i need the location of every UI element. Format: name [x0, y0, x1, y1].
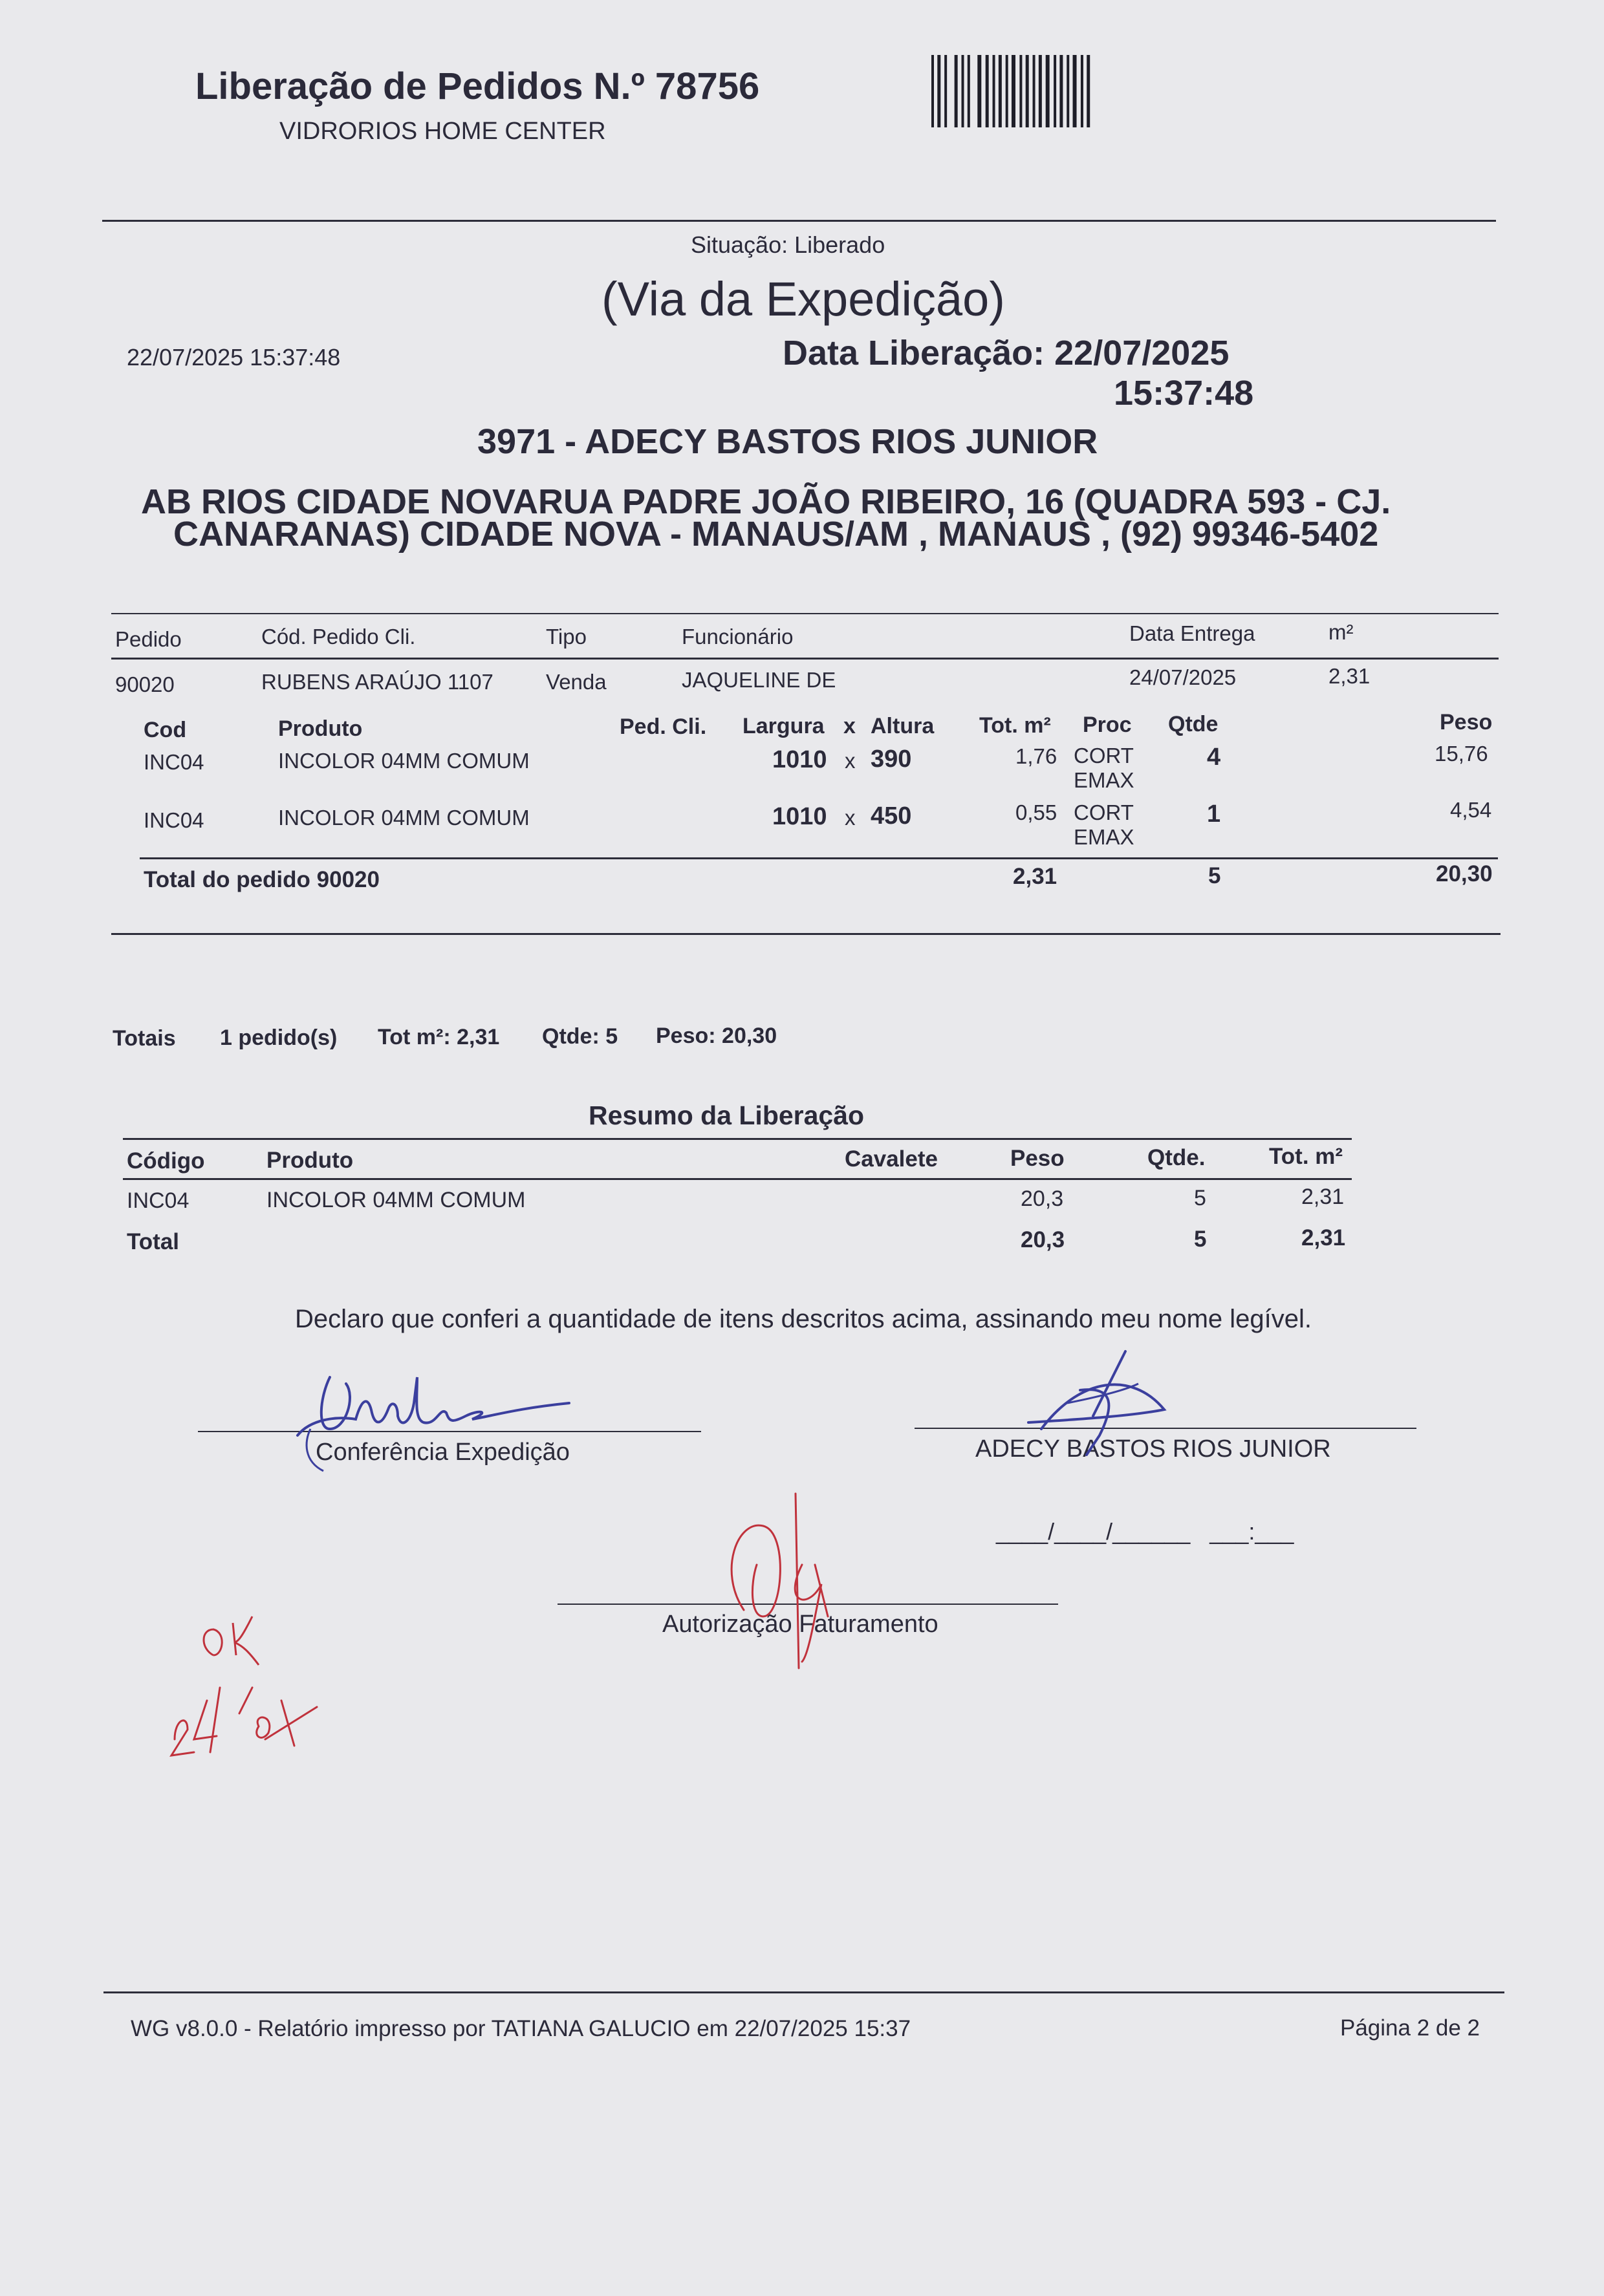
item-largura: 1010 [772, 746, 827, 773]
barcode-bar [977, 55, 981, 127]
company-name: VIDRORIOS HOME CENTER [279, 118, 606, 145]
item-tot-m2: 1,76 [1015, 744, 1057, 768]
resumo-title: Resumo da Liberação [589, 1100, 865, 1130]
page-number: Página 2 de 2 [1340, 2015, 1480, 2041]
print-datetime: 22/07/2025 15:37:48 [127, 344, 341, 370]
barcode-bar [1059, 55, 1063, 127]
barcode-bar [993, 55, 995, 127]
item-cod: INC04 [144, 808, 204, 832]
resumo-col-cavalete: Cavalete [845, 1146, 938, 1172]
item-x: x [845, 749, 856, 773]
col-proc: Proc [1083, 713, 1132, 737]
col-produto: Produto [278, 716, 363, 741]
barcode-bar [1033, 55, 1035, 127]
pedido-table-top [111, 613, 1499, 614]
col-peso: Peso [1440, 710, 1493, 735]
pedido-header-divider [111, 658, 1499, 660]
cliente-signature-label: ADECY BASTOS RIOS JUNIOR [975, 1435, 1331, 1463]
item-cod: INC04 [144, 750, 204, 774]
resumo-produto: INCOLOR 04MM COMUM [266, 1188, 526, 1212]
cliente-signature [1002, 1338, 1197, 1468]
autorizacao-signature [718, 1487, 847, 1675]
resumo-total-label: Total [127, 1229, 180, 1254]
item-altura: 390 [871, 746, 912, 773]
item-qtde: 1 [1207, 800, 1221, 828]
itens-bottom-divider [111, 933, 1501, 935]
item-proc-2: EMAX [1074, 825, 1134, 849]
via-label: (Via da Expedição) [602, 272, 1005, 326]
totais-label: Totais [113, 1026, 176, 1051]
resumo-total-peso: 20,3 [1021, 1227, 1065, 1252]
col-m2: m² [1328, 620, 1354, 644]
resumo-peso: 20,3 [1021, 1186, 1064, 1211]
resumo-tot-m2: 2,31 [1301, 1185, 1345, 1209]
barcode [931, 55, 1177, 127]
item-qtde: 4 [1207, 744, 1221, 771]
itens-total-divider [140, 857, 1498, 859]
col-ped-cli: Ped. Cli. [620, 714, 707, 739]
total-pedido-label: Total do pedido 90020 [144, 867, 380, 892]
total-pedido-m2: 2,31 [1013, 864, 1057, 889]
cliente-endereco-2: CANARANAS) CIDADE NOVA - MANAUS/AM , MANAUS , (92) 99346-5402 [173, 515, 1379, 553]
barcode-bar [1019, 55, 1022, 127]
situacao-label: Situação: Liberado [691, 231, 885, 258]
col-cod: Cod [144, 718, 187, 742]
barcode-bar [944, 55, 947, 127]
resumo-col-codigo: Código [127, 1148, 205, 1174]
pedido-m2: 2,31 [1328, 664, 1371, 688]
col-pedido: Pedido [115, 627, 182, 651]
barcode-bar [986, 55, 989, 127]
item-proc-1: CORT [1074, 800, 1134, 824]
footer-divider [103, 1991, 1504, 1993]
data-liberacao: Data Liberação: 22/07/2025 [783, 334, 1230, 372]
pedido-funcionario: JAQUELINE DE [682, 668, 836, 692]
resumo-col-tot-m2: Tot. m² [1269, 1144, 1343, 1169]
declaracao-text: Declaro que conferi a quantidade de itens descritos acima, assinando meu nome legível. [295, 1305, 1312, 1333]
document-title: Liberação de Pedidos N.º 78756 [195, 65, 760, 107]
resumo-top [123, 1138, 1352, 1140]
total-pedido-qtde: 5 [1208, 863, 1221, 888]
barcode-bar [931, 55, 934, 127]
col-funcionario: Funcionário [682, 625, 794, 649]
barcode-bar [1012, 55, 1015, 127]
barcode-bar [1006, 55, 1008, 127]
resumo-col-peso: Peso [1010, 1146, 1065, 1171]
totais-peso: Peso: 20,30 [656, 1024, 777, 1048]
item-produto: INCOLOR 04MM COMUM [278, 806, 530, 830]
col-tot-m2: Tot. m² [979, 713, 1051, 738]
col-qtde: Qtde [1168, 712, 1219, 736]
col-altura: Altura [871, 714, 935, 738]
item-produto: INCOLOR 04MM COMUM [278, 749, 530, 773]
resumo-col-produto: Produto [266, 1148, 354, 1173]
barcode-bar [1081, 55, 1083, 127]
totais-m2: Tot m²: 2,31 [378, 1025, 500, 1049]
barcode-bar [999, 55, 1002, 127]
conferencia-label: Conferência Expedição [316, 1439, 570, 1466]
resumo-header-divider [123, 1178, 1352, 1180]
resumo-qtde: 5 [1194, 1186, 1206, 1210]
conferencia-signature [285, 1358, 589, 1481]
pedido-tipo: Venda [546, 670, 607, 694]
col-cod-pedido-cli: Cód. Pedido Cli. [261, 625, 416, 649]
item-largura: 1010 [772, 803, 827, 830]
col-largura: Largura [742, 714, 825, 738]
barcode-bar [937, 55, 940, 127]
barcode-bar [1039, 55, 1042, 127]
resumo-codigo: INC04 [127, 1188, 190, 1213]
barcode-bar [1073, 55, 1077, 127]
pedido-numero: 90020 [115, 672, 175, 696]
item-peso: 15,76 [1435, 742, 1488, 766]
pedido-data-entrega: 24/07/2025 [1129, 665, 1237, 689]
col-data-entrega: Data Entrega [1129, 621, 1255, 645]
pedido-cod-cli: RUBENS ARAÚJO 1107 [261, 670, 493, 694]
barcode-bar [1054, 55, 1056, 127]
barcode-bar [1087, 55, 1090, 127]
data-hora-campos: ____/____/______ ___:___ [996, 1518, 1294, 1545]
resumo-total-qtde: 5 [1194, 1227, 1207, 1252]
cliente-endereco-1: AB RIOS CIDADE NOVARUA PADRE JOÃO RIBEIRO, 16 (QUADRA 593 - CJ. [141, 482, 1391, 521]
handwritten-ok-note [162, 1604, 336, 1765]
total-pedido-peso: 20,30 [1436, 861, 1493, 886]
totais-qtde: Qtde: 5 [542, 1024, 618, 1049]
resumo-total-m2: 2,31 [1301, 1225, 1346, 1250]
col-tipo: Tipo [546, 625, 587, 649]
item-altura: 450 [871, 802, 912, 830]
barcode-bar [1026, 55, 1029, 127]
item-proc-2: EMAX [1074, 768, 1134, 792]
barcode-bar [968, 55, 970, 127]
autorizacao-label: Autorização Faturamento [662, 1611, 938, 1638]
barcode-bar [1067, 55, 1069, 127]
hora-liberacao: 15:37:48 [1114, 374, 1254, 413]
item-peso: 4,54 [1450, 798, 1492, 822]
item-proc-1: CORT [1074, 744, 1134, 767]
item-x: x [845, 806, 856, 830]
barcode-bar [1046, 55, 1050, 127]
header-divider [102, 220, 1496, 222]
cliente-nome: 3971 - ADECY BASTOS RIOS JUNIOR [477, 422, 1098, 461]
col-x: x [843, 714, 856, 738]
resumo-col-qtde: Qtde. [1147, 1145, 1206, 1170]
barcode-bar [962, 55, 964, 127]
footer-printed-by: WG v8.0.0 - Relatório impresso por TATIANA GALUCIO em 22/07/2025 15:37 [131, 2016, 911, 2041]
barcode-bar [955, 55, 958, 127]
item-tot-m2: 0,55 [1015, 800, 1057, 824]
totais-pedidos: 1 pedido(s) [220, 1025, 338, 1050]
